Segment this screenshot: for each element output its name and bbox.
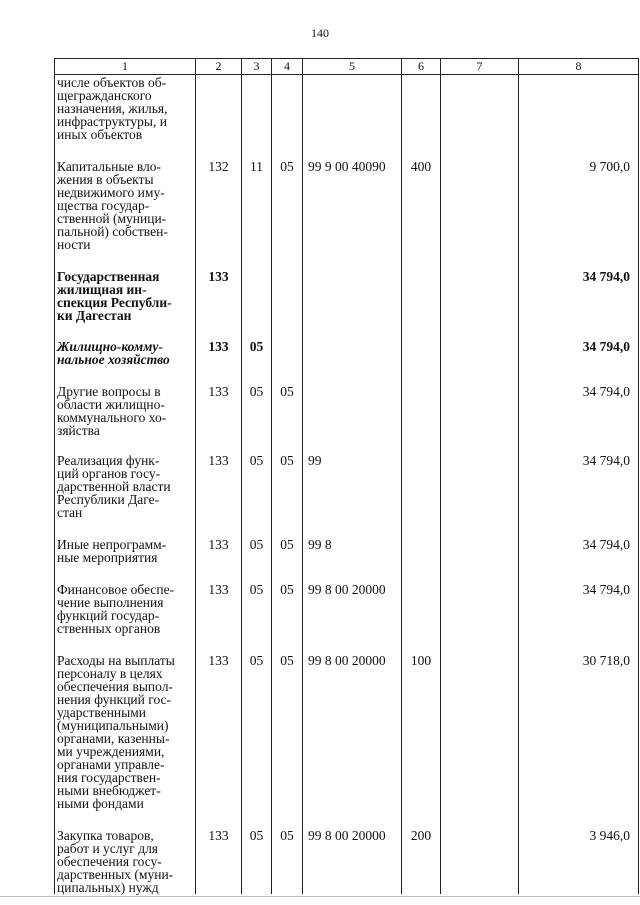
row-code-3-cell: 05 xyxy=(242,453,272,537)
column-header-8: 8 xyxy=(519,59,639,75)
row-amount-cell: 34 794,0 xyxy=(519,384,639,453)
budget-table xyxy=(54,58,639,894)
row-code-4-cell xyxy=(272,339,303,384)
table-row xyxy=(55,339,639,384)
row-code-4-cell: 05 xyxy=(272,453,303,537)
row-code-7-cell xyxy=(441,453,519,537)
row-code-5-cell xyxy=(303,75,402,160)
row-code-2-cell: 133 xyxy=(196,653,242,828)
row-code-6-cell xyxy=(402,339,441,384)
table-row xyxy=(55,75,639,160)
row-code-5-cell: 99 xyxy=(303,453,402,537)
table-row xyxy=(55,537,639,582)
row-name-cell: числе объектов об- щегражданского назначения, жилья, инфраструктуры, и иных объектов xyxy=(55,75,196,160)
row-code-6-cell: 400 xyxy=(402,159,441,269)
row-code-2-cell xyxy=(196,75,242,160)
row-code-2-cell: 133 xyxy=(196,384,242,453)
row-code-7-cell xyxy=(441,653,519,828)
row-amount-cell: 34 794,0 xyxy=(519,339,639,384)
row-code-3-cell: 05 xyxy=(242,339,272,384)
row-amount-cell: 9 700,0 xyxy=(519,159,639,269)
row-code-5-cell: 99 9 00 40090 xyxy=(303,159,402,269)
row-code-5-cell: 99 8 00 20000 xyxy=(303,653,402,828)
table-header-row xyxy=(55,59,639,75)
table-row xyxy=(55,384,639,453)
table-row xyxy=(55,453,639,537)
row-code-4-cell: 05 xyxy=(272,582,303,653)
page-number: 140 xyxy=(311,26,329,40)
row-code-6-cell: 200 xyxy=(402,828,441,894)
row-code-7-cell xyxy=(441,75,519,160)
row-code-7-cell xyxy=(441,269,519,339)
column-header-6: 6 xyxy=(402,59,441,75)
row-amount-cell: 34 794,0 xyxy=(519,453,639,537)
row-name-cell: Расходы на выплаты персоналу в целях обеспечения выпол- нения функций гос- ударственными (муниципальными) органами, казенны- ми учреждениями, органами управле- ния государствен- ными внебюджет- ными фондами xyxy=(55,653,196,828)
row-name-cell: Иные непрограмм- ные мероприятия xyxy=(55,537,196,582)
row-code-6-cell: 100 xyxy=(402,653,441,828)
row-code-4-cell xyxy=(272,75,303,160)
table-row xyxy=(55,159,639,269)
row-code-7-cell xyxy=(441,537,519,582)
row-code-6-cell xyxy=(402,582,441,653)
row-name-cell: Другие вопросы в области жилищно- коммунального хо- зяйства xyxy=(55,384,196,453)
row-code-4-cell xyxy=(272,269,303,339)
row-code-2-cell: 133 xyxy=(196,582,242,653)
row-code-5-cell xyxy=(303,339,402,384)
row-code-4-cell: 05 xyxy=(272,828,303,894)
row-code-5-cell: 99 8 00 20000 xyxy=(303,828,402,894)
row-amount-cell: 34 794,0 xyxy=(519,537,639,582)
row-name-cell: Жилищно-комму- нальное хозяйство xyxy=(55,339,196,384)
row-code-3-cell: 05 xyxy=(242,384,272,453)
row-code-3-cell xyxy=(242,269,272,339)
row-code-3-cell: 05 xyxy=(242,828,272,894)
row-code-6-cell xyxy=(402,75,441,160)
row-code-2-cell: 133 xyxy=(196,828,242,894)
row-code-2-cell: 133 xyxy=(196,339,242,384)
row-code-7-cell xyxy=(441,339,519,384)
row-code-6-cell xyxy=(402,269,441,339)
column-header-3: 3 xyxy=(242,59,272,75)
table-row xyxy=(55,582,639,653)
row-code-6-cell xyxy=(402,384,441,453)
row-code-6-cell xyxy=(402,453,441,537)
row-name-cell: Государственная жилищная ин- спекция Республи- ки Дагестан xyxy=(55,269,196,339)
row-amount-cell: 30 718,0 xyxy=(519,653,639,828)
row-code-2-cell: 133 xyxy=(196,269,242,339)
row-code-7-cell xyxy=(441,582,519,653)
row-name-cell: Закупка товаров, работ и услуг для обеспечения госу- дарственных (муни- ципальных) нужд xyxy=(55,828,196,894)
row-code-3-cell: 11 xyxy=(242,159,272,269)
row-name-cell: Реализация функ- ций органов госу- дарственной власти Республики Даге- стан xyxy=(55,453,196,537)
row-code-2-cell: 133 xyxy=(196,453,242,537)
table-row xyxy=(55,269,639,339)
row-code-5-cell: 99 8 00 20000 xyxy=(303,582,402,653)
row-code-5-cell: 99 8 xyxy=(303,537,402,582)
row-amount-cell: 3 946,0 xyxy=(519,828,639,894)
column-header-2: 2 xyxy=(196,59,242,75)
row-code-5-cell xyxy=(303,384,402,453)
row-code-5-cell xyxy=(303,269,402,339)
row-code-7-cell xyxy=(441,828,519,894)
row-name-cell: Финансовое обеспе- чение выполнения функций государ- ственных органов xyxy=(55,582,196,653)
row-code-3-cell: 05 xyxy=(242,537,272,582)
row-amount-cell: 34 794,0 xyxy=(519,269,639,339)
footer-divider xyxy=(0,896,640,897)
row-code-3-cell: 05 xyxy=(242,582,272,653)
row-name-cell: Капитальные вло- жения в объекты недвижимого иму- щества государ- ственной (муници- пальной) собствен- ности xyxy=(55,159,196,269)
row-code-4-cell: 05 xyxy=(272,537,303,582)
row-code-3-cell: 05 xyxy=(242,653,272,828)
row-code-2-cell: 132 xyxy=(196,159,242,269)
row-code-4-cell: 05 xyxy=(272,653,303,828)
column-header-5: 5 xyxy=(303,59,402,75)
row-code-7-cell xyxy=(441,159,519,269)
row-code-2-cell: 133 xyxy=(196,537,242,582)
row-code-7-cell xyxy=(441,384,519,453)
row-amount-cell: 34 794,0 xyxy=(519,582,639,653)
column-header-7: 7 xyxy=(441,59,519,75)
row-code-3-cell xyxy=(242,75,272,160)
row-code-4-cell: 05 xyxy=(272,159,303,269)
row-amount-cell xyxy=(519,75,639,160)
row-code-4-cell: 05 xyxy=(272,384,303,453)
column-header-1: 1 xyxy=(55,59,196,75)
row-code-6-cell xyxy=(402,537,441,582)
table-row xyxy=(55,828,639,894)
column-header-4: 4 xyxy=(272,59,303,75)
table-row xyxy=(55,653,639,828)
